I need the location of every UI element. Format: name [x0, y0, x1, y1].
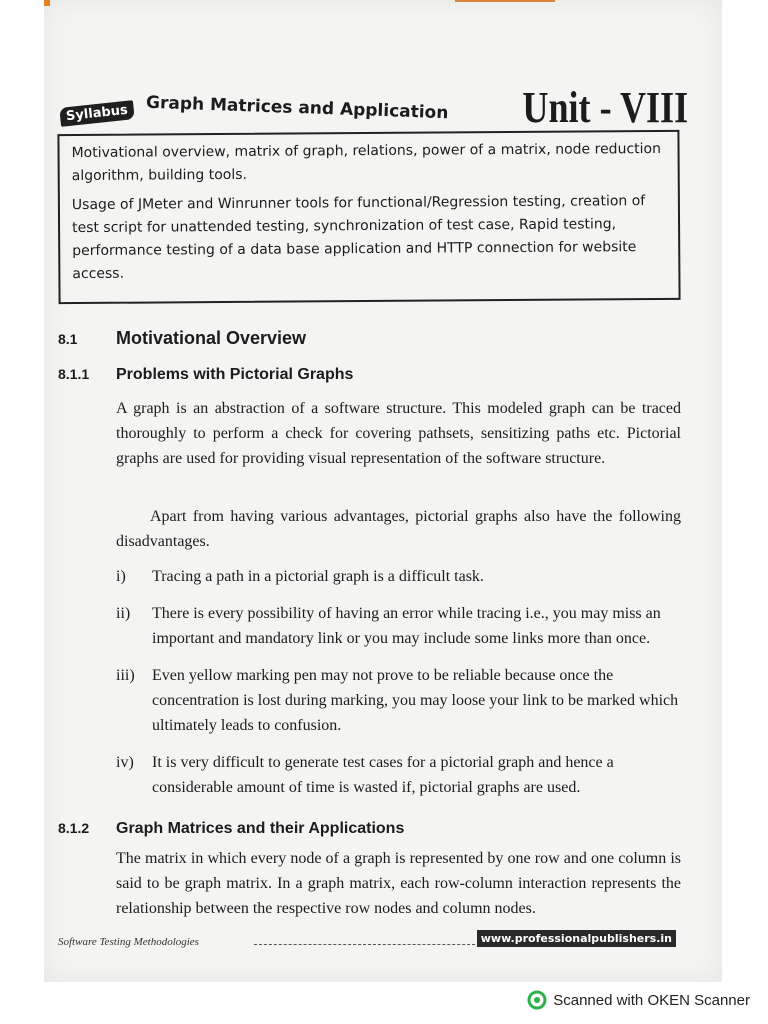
chapter-title: Graph Matrices and Application [145, 92, 449, 124]
section-title: Graph Matrices and their Applications [116, 820, 405, 837]
body-paragraph-3: The matrix in which every node of a graph is represented by one row and one column is said to be graph matrix. In a graph matrix, each row-column interaction represents the relationship between the respective row nodes and column nodes. [116, 850, 681, 917]
disadvantages-list [116, 564, 681, 812]
section-title: Problems with Pictorial Graphs [116, 366, 354, 383]
section-8-1-2-heading [58, 820, 404, 838]
unit-label: Unit - VIII [522, 83, 688, 132]
chapter-header [60, 84, 692, 134]
list-marker: iv) [116, 754, 134, 771]
syllabus-badge: Syllabus [59, 100, 134, 127]
watermark-text: Scanned with OKEN Scanner [553, 991, 750, 1009]
oken-scanner-logo-icon [527, 990, 547, 1010]
page-footer [58, 928, 678, 958]
section-title: Motivational Overview [116, 328, 307, 348]
body-paragraph-1: A graph is an abstraction of a software structure. This modeled graph can be traced thoroughly to perform a check for covering pathsets, sensitizing paths etc. Pictorial graphs are used for providing visual representation of the software structure. [116, 400, 681, 467]
page-top-edge-mark [455, 0, 555, 2]
list-marker: ii) [116, 605, 131, 622]
syllabus-box [57, 130, 680, 304]
list-marker: iii) [116, 667, 135, 684]
list-item [116, 601, 681, 651]
section-8-1-heading [58, 328, 306, 349]
page-corner-mark [44, 0, 50, 6]
scanner-watermark [527, 990, 750, 1010]
list-item [116, 750, 681, 800]
list-item [116, 564, 681, 589]
body-paragraph-2: Apart from having various advantages, pictorial graphs also have the following disadvantages. [116, 508, 681, 550]
footer-website: www.professionalpublishers.in [477, 930, 676, 947]
list-item-text: It is very difficult to generate test cases for a pictorial graph and hence a considerable amount of time is wasted if, pictorial graphs are used. [152, 754, 614, 796]
list-item-text: Even yellow marking pen may not prove to be reliable because once the concentration is lost during marking, you may loose your link to be marked which ultimately leads to confusion. [152, 667, 679, 734]
list-marker: i) [116, 568, 126, 585]
list-item-text: There is every possibility of having an error while tracing i.e., you may miss an important and mandatory link or you may include some links more than once. [152, 605, 661, 647]
section-number: 8.1.1 [58, 366, 90, 382]
footer-divider [254, 944, 480, 945]
syllabus-paragraph-1: Motivational overview, matrix of graph, relations, power of a matrix, node reduction algorithm, building tools. [71, 140, 661, 185]
section-8-1-1-heading [58, 366, 353, 384]
list-item-text: Tracing a path in a pictorial graph is a difficult task. [152, 568, 484, 585]
syllabus-paragraph-2: Usage of JMeter and Winrunner tools for functional/Regression testing, creation of test script for unattended testing, synchronization of test case, Rapid testing, performance testing of a data base application and HTTP connection for website access. [71, 193, 646, 283]
footer-book-title: Software Testing Methodologies [58, 936, 199, 948]
list-item [116, 663, 681, 738]
section-number: 8.1 [58, 331, 78, 347]
section-number: 8.1.2 [58, 820, 90, 836]
